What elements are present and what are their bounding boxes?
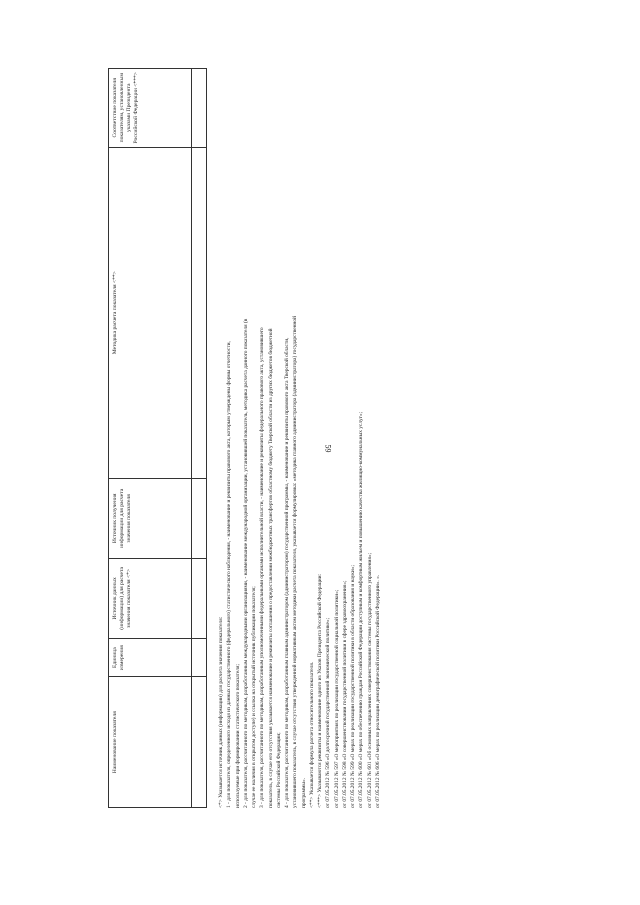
header-unit: Единица измерения <box>109 638 192 677</box>
footnote-line: от 07.05.2012 № 606 «О мерах по реализации демографической политики Российской Федерации». ». <box>374 574 381 808</box>
table-cell <box>192 677 207 808</box>
footnote-line: 1 - для показателя, определенного исходя из данных государственного (федерального) статистического наблюдения, - наименование и реквизиты правового акта, которым утверждены формы отчетности, <box>226 341 233 808</box>
footnote-line: от 07.05.2012 № 596 «О долгосрочной государственной экономической политике»; <box>325 617 332 808</box>
footnote-line: системы Российской Федерации; <box>275 732 282 808</box>
table-cell <box>192 478 207 558</box>
footnote-line: установившего показатель, в случае отсутствия утвержденной нормативным актом методики расчета показателя, указывается формулировка: «методика главного администратора (администратора) государственной <box>292 315 299 808</box>
footnote-line: 3 - для показателя, рассчитанного по методикам, разработанным уполномоченными федеральными органами исполнительной власти, - наименование и реквизиты федерального правового акта, установившего <box>259 327 266 808</box>
table-cell <box>192 147 207 478</box>
footnote-line: от 07.05.2012 № 601 «Об основных направлениях совершенствования системы государственного управления»; <box>366 552 373 808</box>
header-calculation-method: Методика расчета показателя <**> <box>109 147 192 478</box>
footnote-line: от 07.05.2012 № 599 «О мерах по реализации государственной политики в области образования и науки»; <box>350 565 356 808</box>
footnote-line: случае ее наличия в открытом доступе) и ссылка на открытый источник публикации показателя; <box>251 586 257 808</box>
table-cell <box>192 558 207 638</box>
page-number: 59 <box>323 444 333 453</box>
footnote-line: от 07.05.2012 № 597 «О мероприятиях по реализации государственной социальной политики»; <box>333 589 340 808</box>
table-cell <box>192 638 207 677</box>
footnote-line: 4 - для показателя, рассчитанного по методикам, разработанным главным администратором (администратором) государственной программы, - наименование и реквизиты правового акта Тверской области, <box>284 337 290 808</box>
footnote-line: 2 - для показателя, рассчитанного по методикам, разработанным международными организациями, - наименование международной организации, установившей показатель, методика расчета данного показателя (в <box>242 318 249 808</box>
footnote-line: <***> Указываются реквизиты и наименование одного из Указов Президента Российской Федерации: <box>317 573 323 808</box>
footnote-line: <*> Указывается источник данных (информации) для расчета значения показателя: <box>218 616 224 808</box>
footnote-line: <**> Указывается формула расчета относительного показателя. <box>308 661 315 808</box>
table-cell <box>192 69 207 148</box>
header-data-source: Источник данных (информации) для расчета значения показателя <*> <box>109 558 192 638</box>
footnote-line: используемые при формировании статистического показателя; <box>234 664 241 808</box>
footnotes <box>217 68 382 808</box>
indicators-table <box>108 68 207 808</box>
rotated-page-content <box>108 68 528 808</box>
header-presidential-decree-match: Соответствие показателя показателям, установленным указами Президента Российской Федерации <***> <box>109 69 192 148</box>
header-indicator-name: Наименование показателя <box>109 677 192 808</box>
header-info-source: Источник получения информации для расчета значения показателя <box>109 478 192 558</box>
footnote-line: от 07.05.2012 № 600 «О мерах по обеспечению граждан Российской Федерации доступным и комфортным жильем и повышению качества жилищно-коммунальных услуг»; <box>358 411 365 808</box>
table-header-row <box>109 69 192 808</box>
table-row <box>192 69 207 808</box>
footnote-line: программы». <box>300 777 307 808</box>
footnote-line: показатель, в случае его отсутствия указывается наименование и реквизиты соглашения о предоставлении межбюджетных трансфертов областному бюджету Тверской области из других бюджетов бюджетной <box>267 328 274 808</box>
footnote-line: от 07.05.2012 № 598 «О совершенствовании государственной политики в сфере здравоохранения»; <box>341 580 348 808</box>
